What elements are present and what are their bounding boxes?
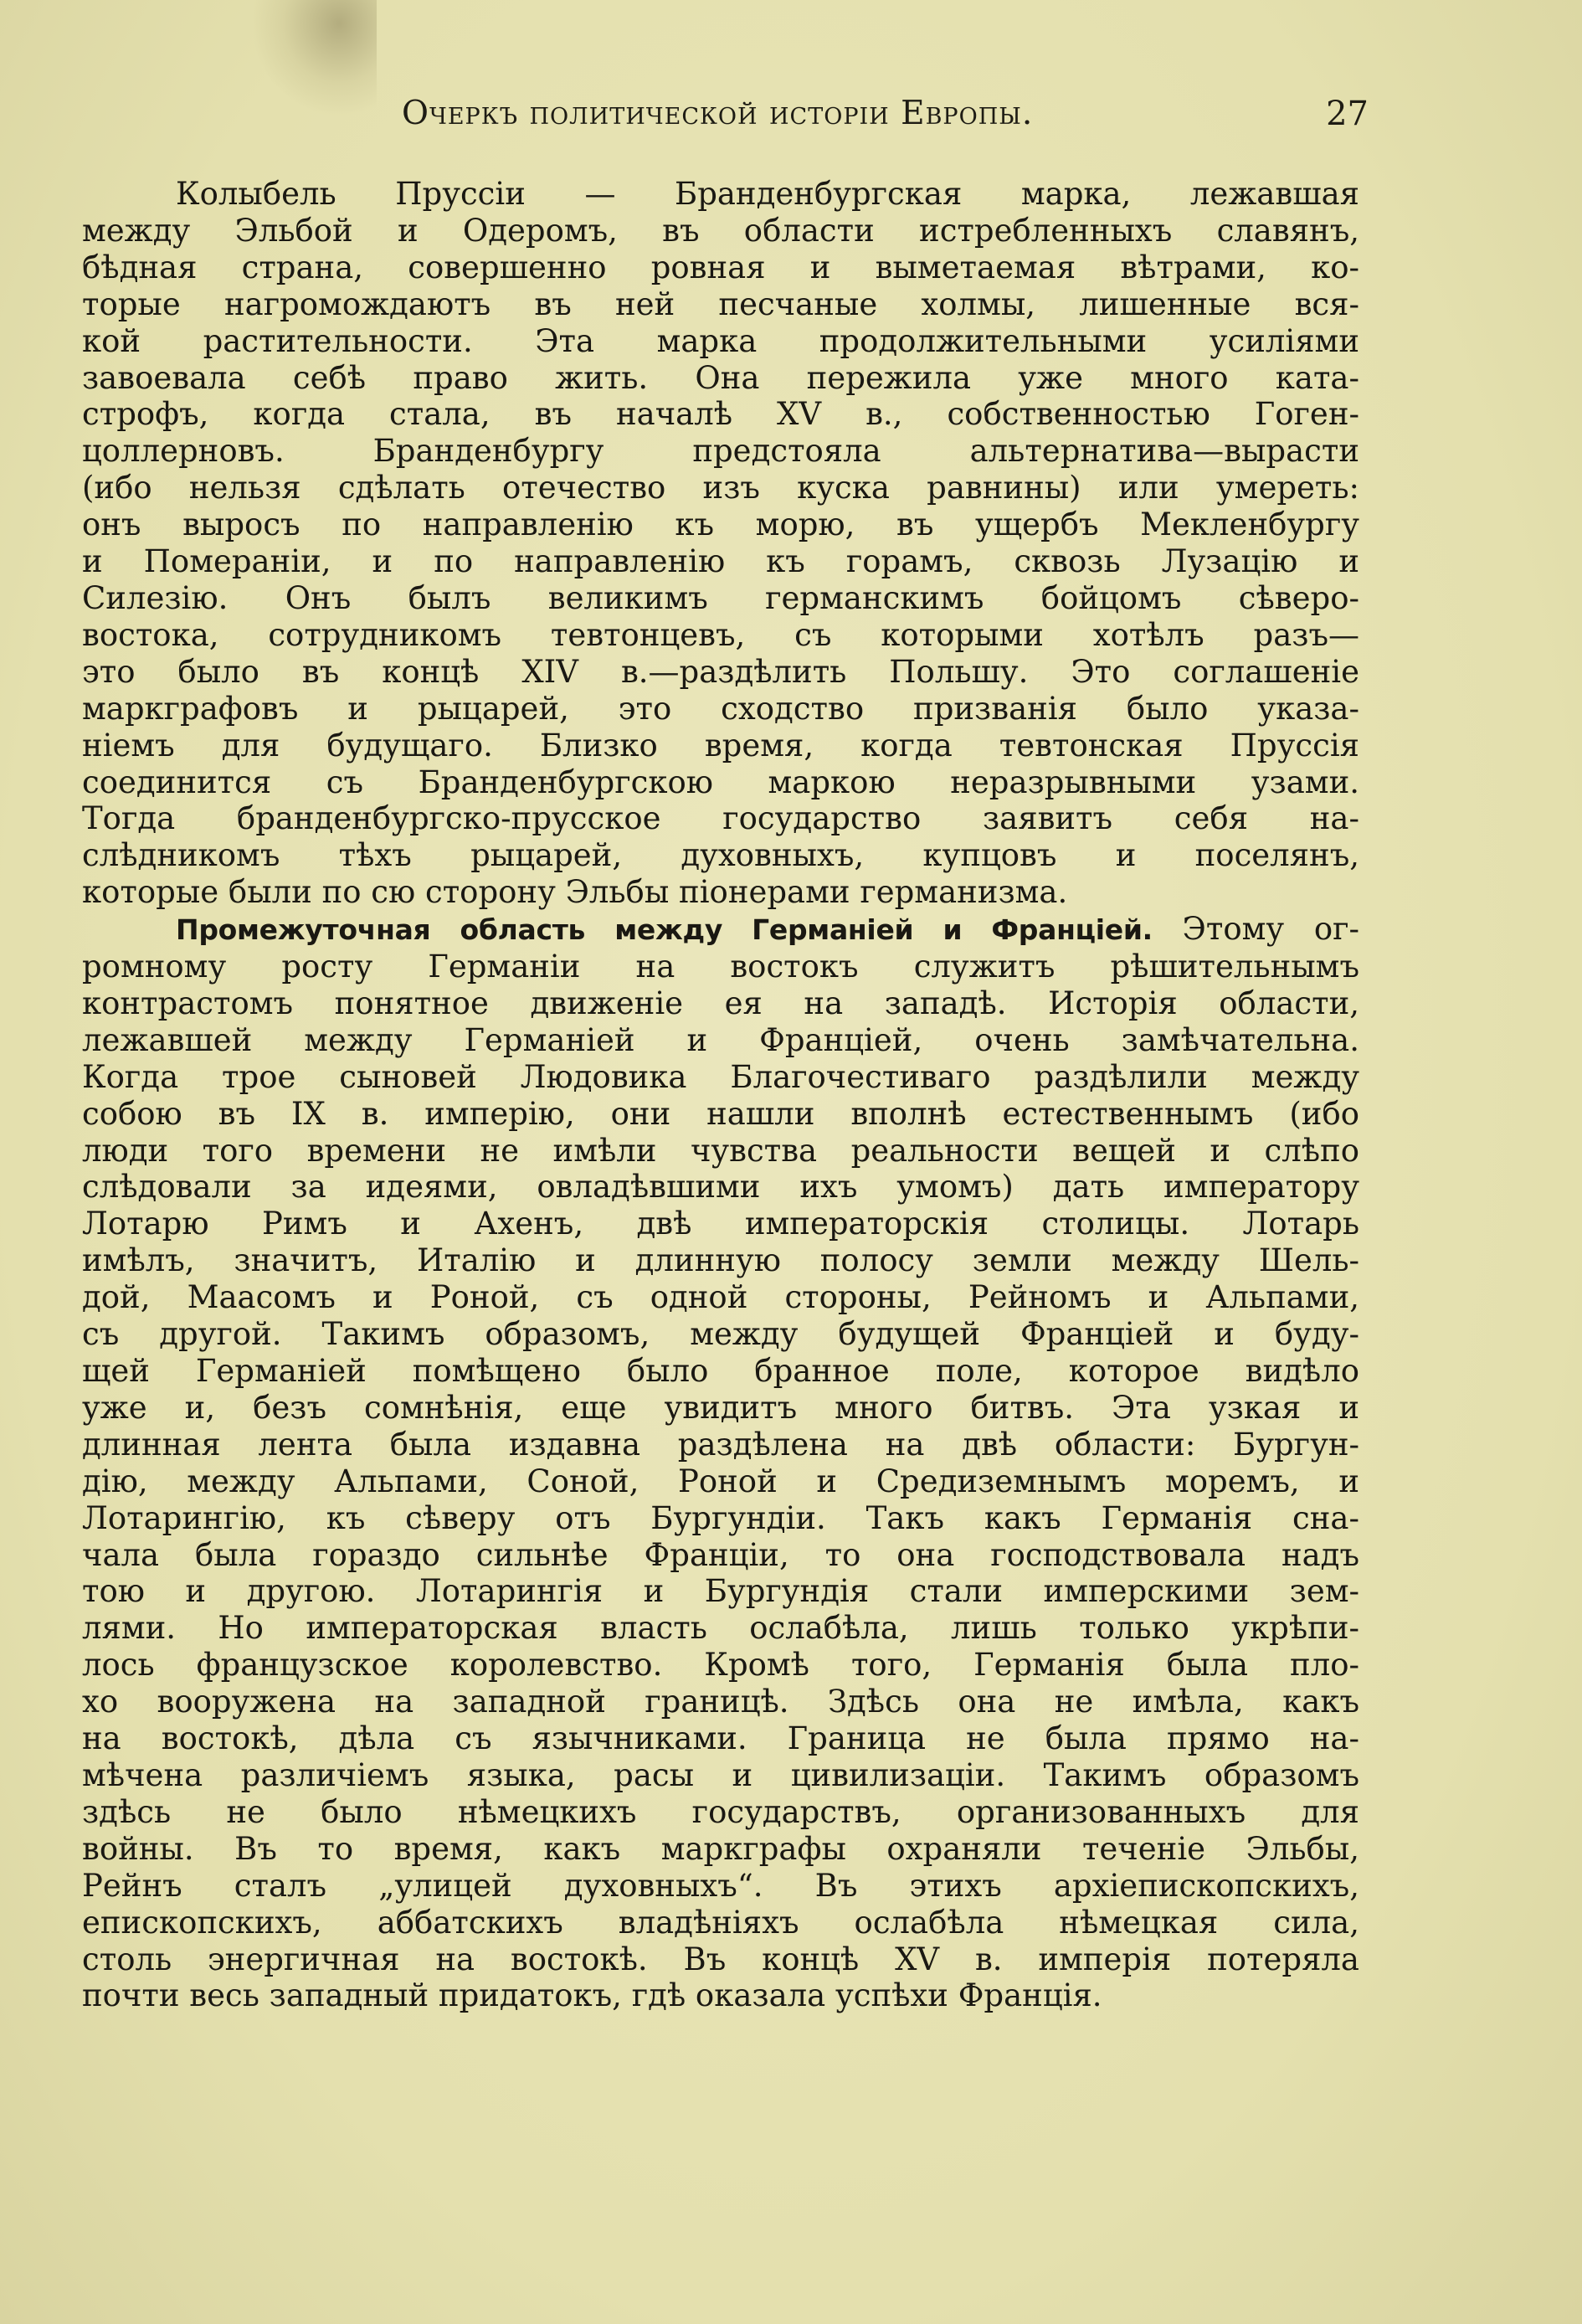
text-line <box>82 911 1359 949</box>
text-line: дой, Маасомъ и Роной, съ одной стороны, Рейномъ и Альпами, <box>82 1279 1359 1316</box>
text-line: Силезію. Онъ былъ великимъ германскимъ бойцомъ сѣверо- <box>82 579 1359 616</box>
text-line: слѣдовали за идеями, овладѣвшими ихъ умомъ) дать императору <box>82 1169 1359 1206</box>
paragraph-1 <box>82 176 1359 911</box>
text-line: почти весь западный придатокъ, гдѣ оказала успѣхи Франція. <box>82 1977 1102 2014</box>
section-heading: Промежуточная область между Германіей и Франціей. <box>176 913 1153 947</box>
text-line: имѣлъ, значитъ, Италію и длинную полосу земли между Шель- <box>82 1242 1359 1279</box>
text-line: епископскихъ, аббатскихъ владѣніяхъ ослабѣла нѣмецкая сила, <box>82 1904 1359 1941</box>
text-line: щей Германіей помѣщено было бранное поле, которое видѣло <box>82 1353 1359 1389</box>
text-line: слѣдникомъ тѣхъ рыцарей, духовныхъ, купцовъ и поселянъ, <box>82 837 1359 874</box>
text-line: тою и другою. Лотарингія и Бургундія стали имперскими зем- <box>82 1573 1359 1610</box>
text-line: уже и, безъ сомнѣнія, еще увидитъ много битвъ. Эта узкая и <box>82 1389 1359 1426</box>
text-line: лями. Но императорская власть ослабѣла, лишь только укрѣпи- <box>82 1610 1359 1647</box>
running-title: Очеркъ политической исторіи Европы. <box>402 95 1034 132</box>
text-line: лось французское королевство. Кромѣ того, Германія была пло- <box>82 1647 1359 1684</box>
text-line: съ другой. Такимъ образомъ, между будущей Франціей и буду- <box>82 1316 1359 1353</box>
text-line: лежавшей между Германіей и Франціей, очень замѣчательна. <box>82 1021 1359 1058</box>
text-line: (ибо нельзя сдѣлать отечество изъ куска равнины) или умереть: <box>82 470 1359 506</box>
text-line: здѣсь не было нѣмецкихъ государствъ, организованныхъ для <box>82 1793 1359 1830</box>
text-line: Тогда бранденбургско-прусское государство заявитъ себя на- <box>82 800 1359 837</box>
page-body <box>82 176 1359 2014</box>
text-line: войны. Въ то время, какъ маркграфы охраняли теченіе Эльбы, <box>82 1830 1359 1867</box>
text-line: длинная лента была издавна раздѣлена на двѣ области: Бургун- <box>82 1426 1359 1463</box>
text-line: цоллерновъ. Бранденбургу предстояла альтернатива—вырасти <box>82 433 1359 470</box>
text-line: Когда трое сыновей Людовика Благочестиваго раздѣлили между <box>82 1058 1359 1095</box>
text-line: кой растительности. Эта марка продолжительными усиліями <box>82 322 1359 359</box>
text-line: и Помераніи, и по направленію къ горамъ, сквозь Лузацію и <box>82 543 1359 580</box>
text-line: ромному росту Германіи на востокъ служитъ рѣшительнымъ <box>82 949 1359 985</box>
text-line: на востокѣ, дѣла съ язычниками. Граница не была прямо на- <box>82 1720 1359 1757</box>
text-line: мѣчена различіемъ языка, расы и цивилизаціи. Такимъ образомъ <box>82 1756 1359 1793</box>
text-line: ніемъ для будущаго. Близко время, когда тевтонская Пруссія <box>82 727 1359 764</box>
text-line: которые были по сю сторону Эльбы піонерами германизма. <box>82 874 1068 911</box>
text-line: онъ выросъ по направленію къ морю, въ ущербъ Мекленбургу <box>82 506 1359 543</box>
text-line: востока, сотрудникомъ тевтонцевъ, съ которыми хотѣлъ разъ— <box>82 616 1359 653</box>
text-line: контрастомъ понятное движеніе ея на западѣ. Исторія области, <box>82 985 1359 1021</box>
text-line: столь энергичная на востокѣ. Въ концѣ XV в. имперія потеряла <box>82 1941 1359 1977</box>
text-line: между Эльбой и Одеромъ, въ области истребленныхъ славянъ, <box>82 212 1359 249</box>
text-line: Лотарингію, къ сѣверу отъ Бургундіи. Такъ какъ Германія сна- <box>82 1499 1359 1536</box>
page-header <box>88 88 1369 147</box>
text-line: завоевала себѣ право жить. Она пережила уже много ката- <box>82 359 1359 396</box>
text-line: соединится съ Бранденбургскою маркою неразрывными узами. <box>82 764 1359 800</box>
text-line: бѣдная страна, совершенно ровная и выметаемая вѣтрами, ко- <box>82 249 1359 285</box>
text-line: дію, между Альпами, Соной, Роной и Средиземнымъ моремъ, и <box>82 1463 1359 1499</box>
text-line: это было въ концѣ XIV в.—раздѣлить Польшу. Это соглашеніе <box>82 653 1359 690</box>
paragraph-2 <box>82 911 1359 2014</box>
text-line: Рейнъ сталъ „улицей духовныхъ“. Въ этихъ архіепископскихъ, <box>82 1867 1359 1904</box>
text-line: Колыбель Пруссіи — Бранденбургская марка, лежавшая <box>176 176 1359 212</box>
text-line: Лотарю Римъ и Ахенъ, двѣ императорскія столицы. Лотарь <box>82 1206 1359 1242</box>
text-line: маркграфовъ и рыцарей, это сходство призванія было указа- <box>82 690 1359 727</box>
text-line: люди того времени не имѣли чувства реальности вещей и слѣпо <box>82 1132 1359 1169</box>
section-heading-continuation: Этому ог- <box>1152 911 1359 948</box>
page-number: 27 <box>1326 95 1369 133</box>
text-line: строфъ, когда стала, въ началѣ XV в., собственностью Гоген- <box>82 396 1359 433</box>
text-line: собою въ IX в. имперію, они нашли вполнѣ естественнымъ (ибо <box>82 1095 1359 1132</box>
text-line: торые нагромождаютъ въ ней песчаные холмы, лишенные вся- <box>82 285 1359 322</box>
text-line: хо вооружена на западной границѣ. Здѣсь она не имѣла, какъ <box>82 1684 1359 1720</box>
text-line: чала была гораздо сильнѣе Франціи, то она господствовала надъ <box>82 1536 1359 1573</box>
